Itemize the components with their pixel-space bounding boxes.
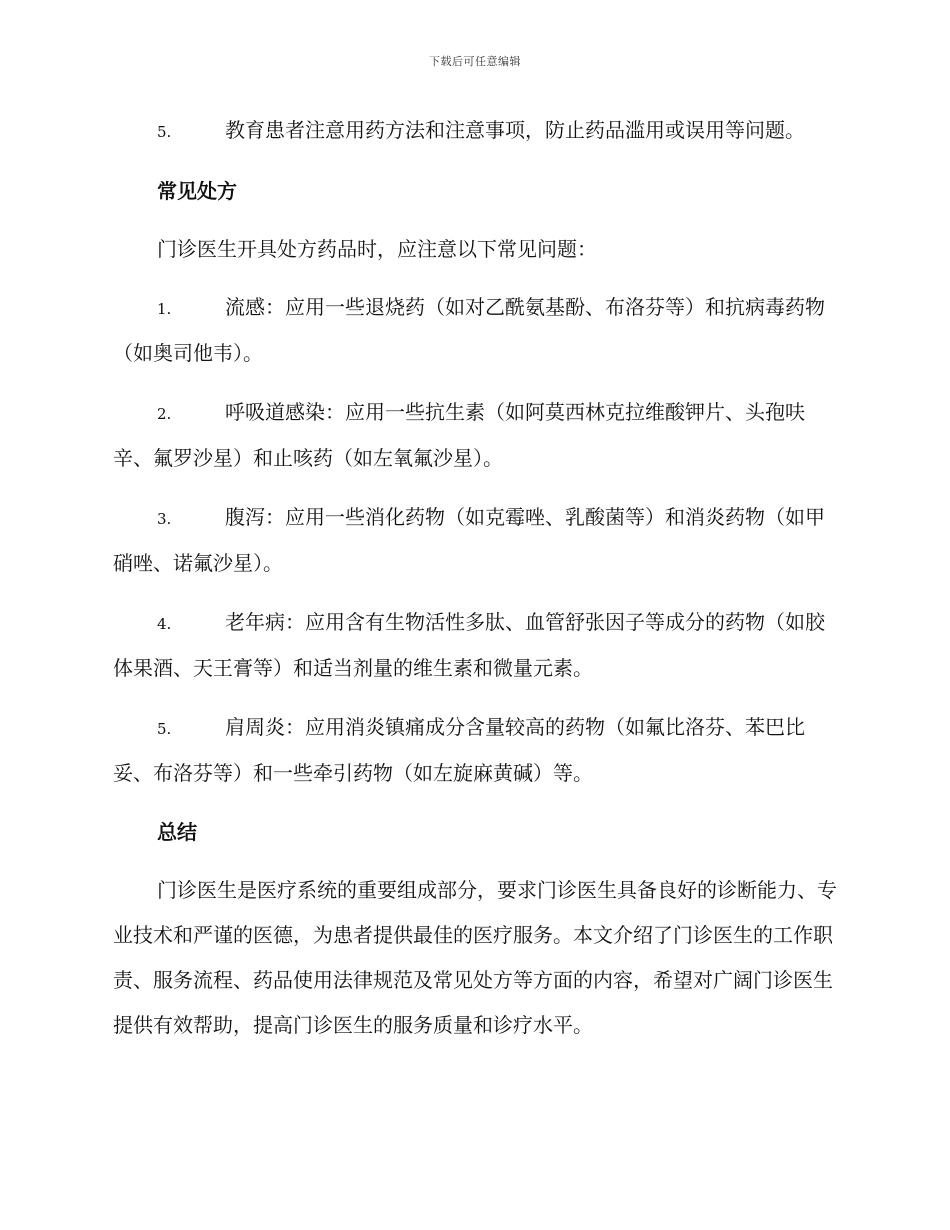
prescriptions-intro: 门诊医生开具处方药品时，应注意以下常见问题： xyxy=(157,237,597,261)
list-item-number: 2. xyxy=(157,405,172,423)
list-item-text: 教育患者注意用药方法和注意事项，防止药品滥用或误用等问题。 xyxy=(225,118,805,142)
summary-paragraph: 门诊医生是医疗系统的重要组成部分，要求门诊医生具备良好的诊断能力、专业技术和严谨的医德，为患者提供最佳的医疗服务。本文介绍了门诊医生的工作职责、服务流程、药品使用法律规范及常见处方等方面的内容，希望对广阔门诊医生提供有效帮助，提高门诊医生的服务质量和诊疗水平。 xyxy=(113,878,837,1037)
list-item xyxy=(113,600,837,690)
list-item-number: 3. xyxy=(157,510,172,528)
list-item-number: 5. xyxy=(157,123,172,141)
list-item xyxy=(113,390,837,480)
list-item-text: 呼吸道感染：应用一些抗生素（如阿莫西林克拉维酸钾片、头孢呋辛、氟罗沙星）和止咳药（如左氧氟沙星）。 xyxy=(113,400,805,470)
list-item xyxy=(113,285,837,375)
section-heading-prescriptions: 常见处方 xyxy=(157,179,237,203)
list-item xyxy=(113,108,837,154)
list-item-text: 腹泻：应用一些消化药物（如克霉唑、乳酸菌等）和消炎药物（如甲硝唑、诺氟沙星）。 xyxy=(113,505,825,575)
page-header: 下载后可任意编辑 xyxy=(429,55,521,68)
list-item xyxy=(113,495,837,585)
list-item-number: 1. xyxy=(157,300,172,318)
list-item-text: 肩周炎：应用消炎镇痛成分含量较高的药物（如氟比洛芬、苯巴比妥、布洛芬等）和一些牵引药物（如左旋麻黄碱）等。 xyxy=(113,715,805,785)
list-item-number: 5. xyxy=(157,720,172,738)
list-item-number: 4. xyxy=(157,615,172,633)
document-body xyxy=(113,108,837,1048)
list-item xyxy=(113,705,837,795)
list-item-text: 老年病：应用含有生物活性多肽、血管舒张因子等成分的药物（如胶体果酒、天王膏等）和适当剂量的维生素和微量元素。 xyxy=(113,610,825,680)
section-heading-summary: 总结 xyxy=(157,820,197,844)
list-item-text: 流感：应用一些退烧药（如对乙酰氨基酚、布洛芬等）和抗病毒药物（如奥司他韦）。 xyxy=(113,295,825,365)
